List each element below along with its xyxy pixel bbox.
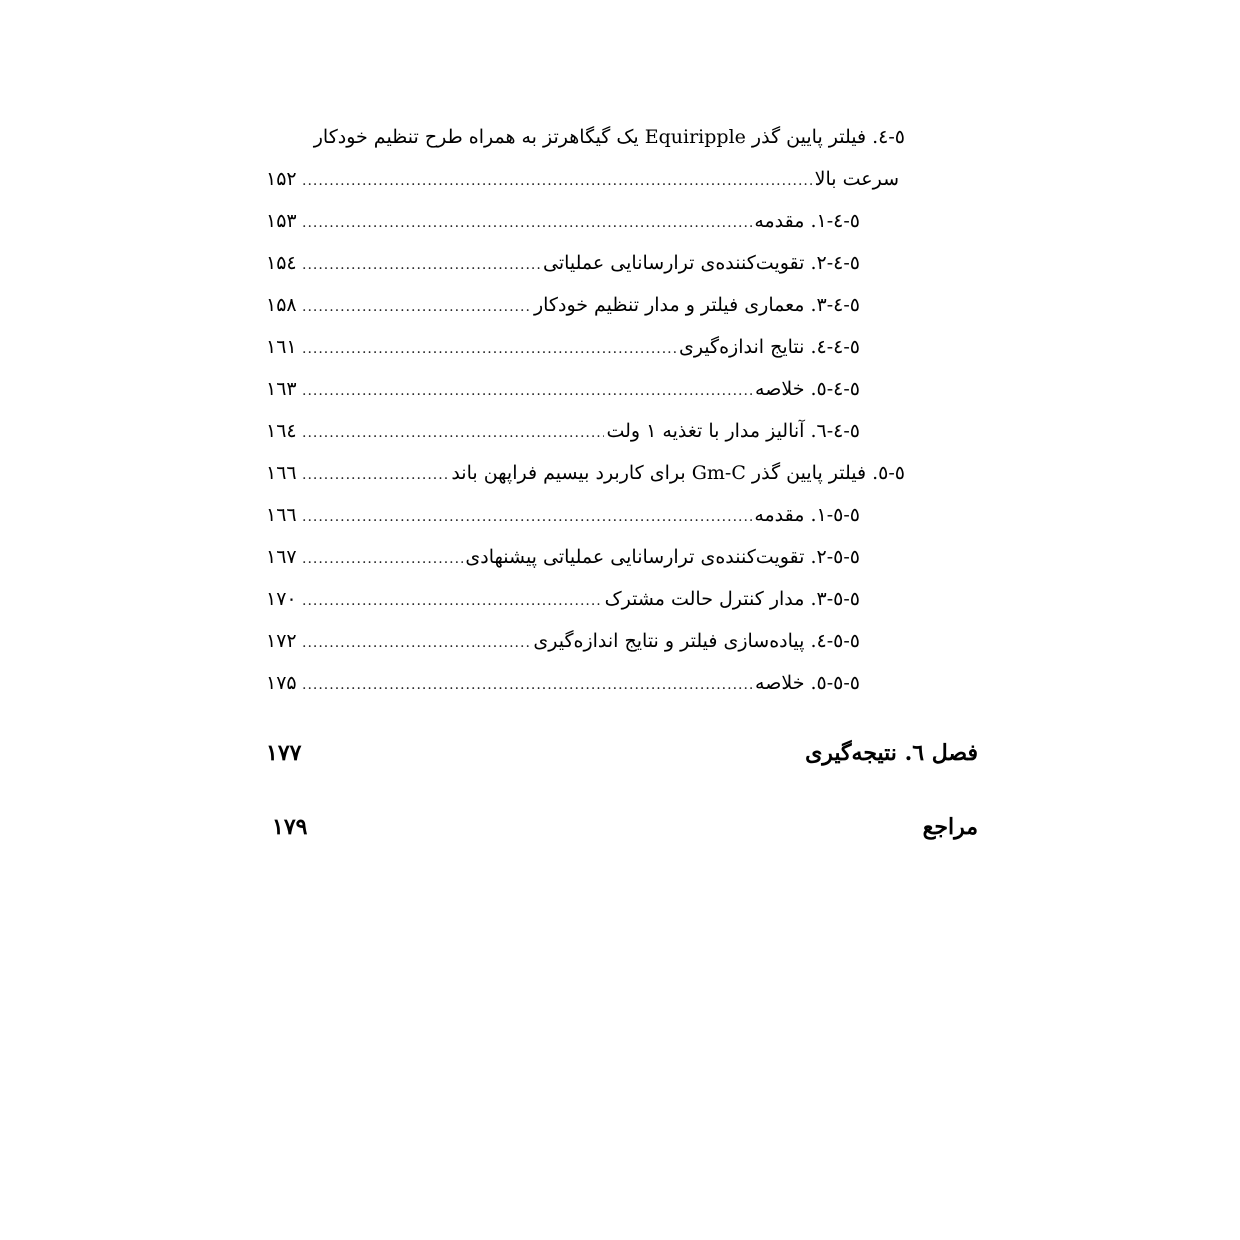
entry-title: مقدمه xyxy=(754,504,805,526)
entry-title: نتایج اندازه‌گیری xyxy=(678,336,805,358)
entry-number: ٥-٤-٤. xyxy=(810,336,860,358)
dot-leader xyxy=(302,501,752,533)
toc-chapter-6[interactable] xyxy=(266,735,978,771)
entry-number: ٥-٥. xyxy=(872,462,905,484)
entry-page-number: ۱۵۸ xyxy=(266,294,297,316)
toc-entry-5-5[interactable] xyxy=(266,457,905,489)
entry-page-number: ۱۷۵ xyxy=(266,672,297,694)
entry-number: ٥-٤-١. xyxy=(810,210,860,232)
entry-title: خلاصه xyxy=(755,378,805,400)
entry-page-number: ۱٦۱ xyxy=(266,336,297,358)
entry-title: پیاده‌سازی فیلتر و نتایج اندازه‌گیری xyxy=(533,630,805,652)
toc-entry-5-4-2[interactable] xyxy=(266,247,860,279)
entry-number: ٥-٥-٤. xyxy=(810,630,860,652)
dot-leader xyxy=(302,669,753,701)
chapter-page-number: ۱۷۷ xyxy=(266,740,302,766)
entry-page-number: ۱٦٤ xyxy=(266,420,297,442)
entry-number: ٥-٥-٣. xyxy=(810,588,860,610)
toc-entry-5-4-4[interactable] xyxy=(266,331,860,363)
toc-entry-5-5-5[interactable] xyxy=(266,667,860,699)
entry-number: ٥-٥-١. xyxy=(810,504,860,526)
dot-leader xyxy=(302,543,463,575)
dot-leader xyxy=(302,207,752,239)
entry-title: معماری فیلتر و مدار تنظیم خودکار xyxy=(533,294,805,316)
entry-page-number: ۱۷۲ xyxy=(266,630,297,652)
entry-title: خلاصه xyxy=(755,672,805,694)
dot-leader xyxy=(302,165,813,197)
entry-number: ٥-٤-٥. xyxy=(810,378,860,400)
dot-leader xyxy=(302,585,603,617)
chapter-title: فصل ٦. نتیجه‌گیری xyxy=(805,740,978,766)
entry-page-number: ۱۵٤ xyxy=(266,252,297,274)
entry-number: ٥-٥-٢. xyxy=(810,546,860,568)
dot-leader xyxy=(302,459,449,491)
toc-entry-5-4-5[interactable] xyxy=(266,373,860,405)
dot-leader xyxy=(302,375,753,407)
dot-leader xyxy=(302,627,531,659)
entry-page-number: ۱۵۲ xyxy=(266,168,297,190)
entry-number: ٥-٥-٥. xyxy=(810,672,860,694)
toc-references[interactable] xyxy=(272,809,978,845)
entry-title: فیلتر پایین گذر Equiripple یک گیگاهرتز به همراه طرح تنظیم خودکار xyxy=(313,126,867,148)
chapter-title: مراجع xyxy=(922,814,978,840)
chapter-page-number: ۱۷۹ xyxy=(272,814,308,840)
entry-title: تقویت‌کننده‌ی ترارسانایی عملیاتی xyxy=(543,252,805,274)
entry-page-number: ۱٦٦ xyxy=(266,504,297,526)
toc-entry-5-5-3[interactable] xyxy=(266,583,860,615)
entry-title: سرعت بالا xyxy=(814,168,899,190)
entry-title: فیلتر پایین گذر Gm-C برای کاربرد بیسیم فراپهن باند xyxy=(451,462,867,484)
entry-title: مقدمه xyxy=(754,210,805,232)
entry-page-number: ۱٦۳ xyxy=(266,378,297,400)
entry-title: تقویت‌کننده‌ی ترارسانایی عملیاتی پیشنهادی xyxy=(465,546,805,568)
toc-entry-5-4-1[interactable] xyxy=(266,205,860,237)
entry-page-number: ۱۵۳ xyxy=(266,210,297,232)
dot-leader xyxy=(302,291,532,323)
dot-leader xyxy=(302,333,677,365)
dot-leader xyxy=(302,249,541,281)
toc-entry-5-4[interactable] xyxy=(300,121,905,153)
toc-entry-5-5-4[interactable] xyxy=(266,625,860,657)
dot-leader xyxy=(302,417,604,449)
entry-page-number: ۱۷۰ xyxy=(266,588,297,610)
entry-title: آنالیز مدار با تغذیه ۱ ولت xyxy=(606,420,805,442)
toc-entry-5-4-continued[interactable] xyxy=(266,163,905,195)
toc-entry-5-5-1[interactable] xyxy=(266,499,860,531)
entry-number: ٥-٤-٢. xyxy=(810,252,860,274)
entry-page-number: ۱٦۷ xyxy=(266,546,297,568)
toc-entry-5-4-6[interactable] xyxy=(266,415,860,447)
entry-page-number: ۱٦٦ xyxy=(266,462,297,484)
toc-entry-5-5-2[interactable] xyxy=(266,541,860,573)
entry-title: مدار کنترل حالت مشترک xyxy=(604,588,805,610)
entry-number: ٥-٤-٣. xyxy=(810,294,860,316)
toc-entry-5-4-3[interactable] xyxy=(266,289,860,321)
entry-number: ٥-٤. xyxy=(872,126,905,148)
entry-number: ٥-٤-٦. xyxy=(810,420,860,442)
